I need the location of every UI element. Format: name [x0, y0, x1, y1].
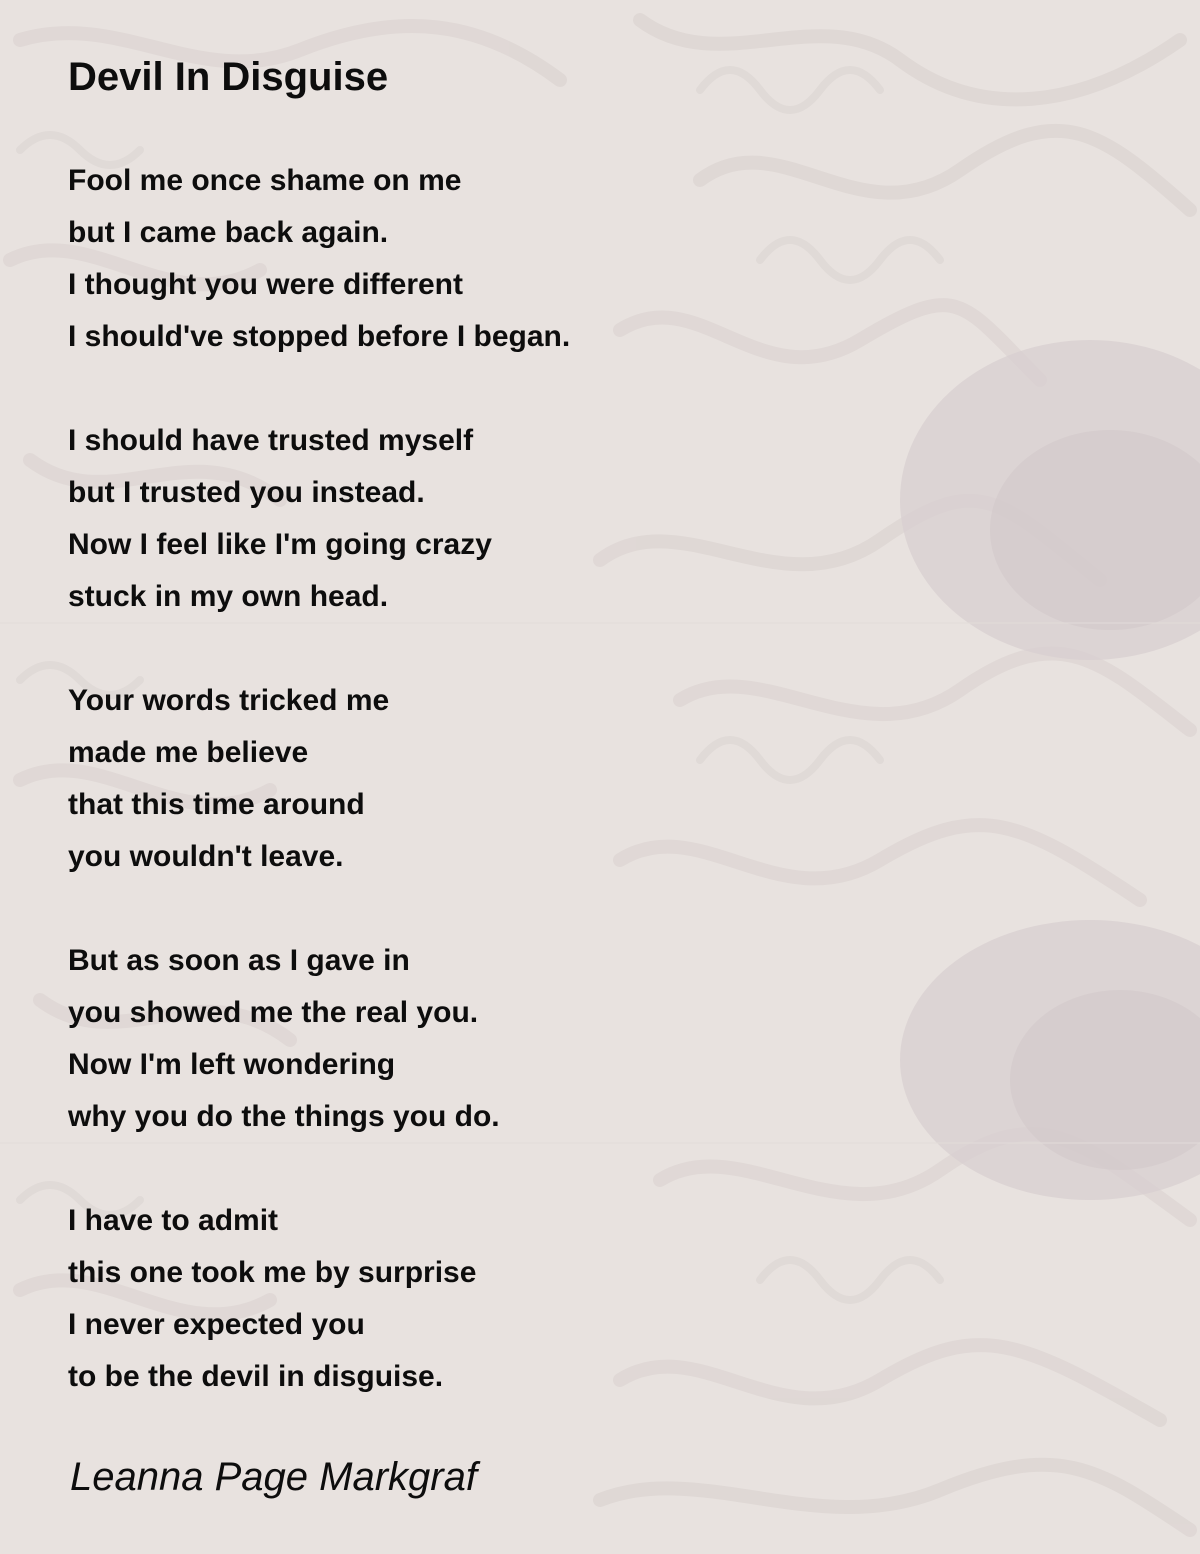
poem-author: Leanna Page Markgraf	[70, 1455, 477, 1499]
poem-line: Your words tricked me	[68, 684, 390, 717]
stanza	[68, 675, 570, 883]
poem-line: but I trusted you instead.	[68, 476, 425, 509]
poem-line: you wouldn't leave.	[68, 840, 344, 873]
poem-title: Devil In Disguise	[68, 55, 389, 99]
stanza	[68, 1195, 570, 1403]
poem-line: why you do the things you do.	[68, 1100, 500, 1133]
poem-line: I should have trusted myself	[68, 424, 474, 457]
poem-line: stuck in my own head.	[68, 580, 389, 613]
poem-line: made me believe	[68, 736, 309, 769]
poem-line: Now I'm left wondering	[68, 1048, 396, 1081]
poem-line: to be the devil in disguise.	[68, 1360, 444, 1393]
poem-line: Fool me once shame on me	[68, 164, 462, 197]
poem-line: I never expected you	[68, 1308, 365, 1341]
stanza	[68, 155, 570, 363]
poem-line: I have to admit	[68, 1204, 279, 1237]
poem-line: you showed me the real you.	[68, 996, 479, 1029]
stanza	[68, 415, 570, 623]
poem-line: I thought you were different	[68, 268, 463, 301]
poem-line: that this time around	[68, 788, 365, 821]
stanza	[68, 935, 570, 1143]
poem-line: I should've stopped before I began.	[68, 320, 571, 353]
poem-line: this one took me by surprise	[68, 1256, 477, 1289]
poem-line: Now I feel like I'm going crazy	[68, 528, 492, 561]
poem-body	[68, 155, 570, 1455]
poem-line: but I came back again.	[68, 216, 389, 249]
poem-line: But as soon as I gave in	[68, 944, 410, 977]
